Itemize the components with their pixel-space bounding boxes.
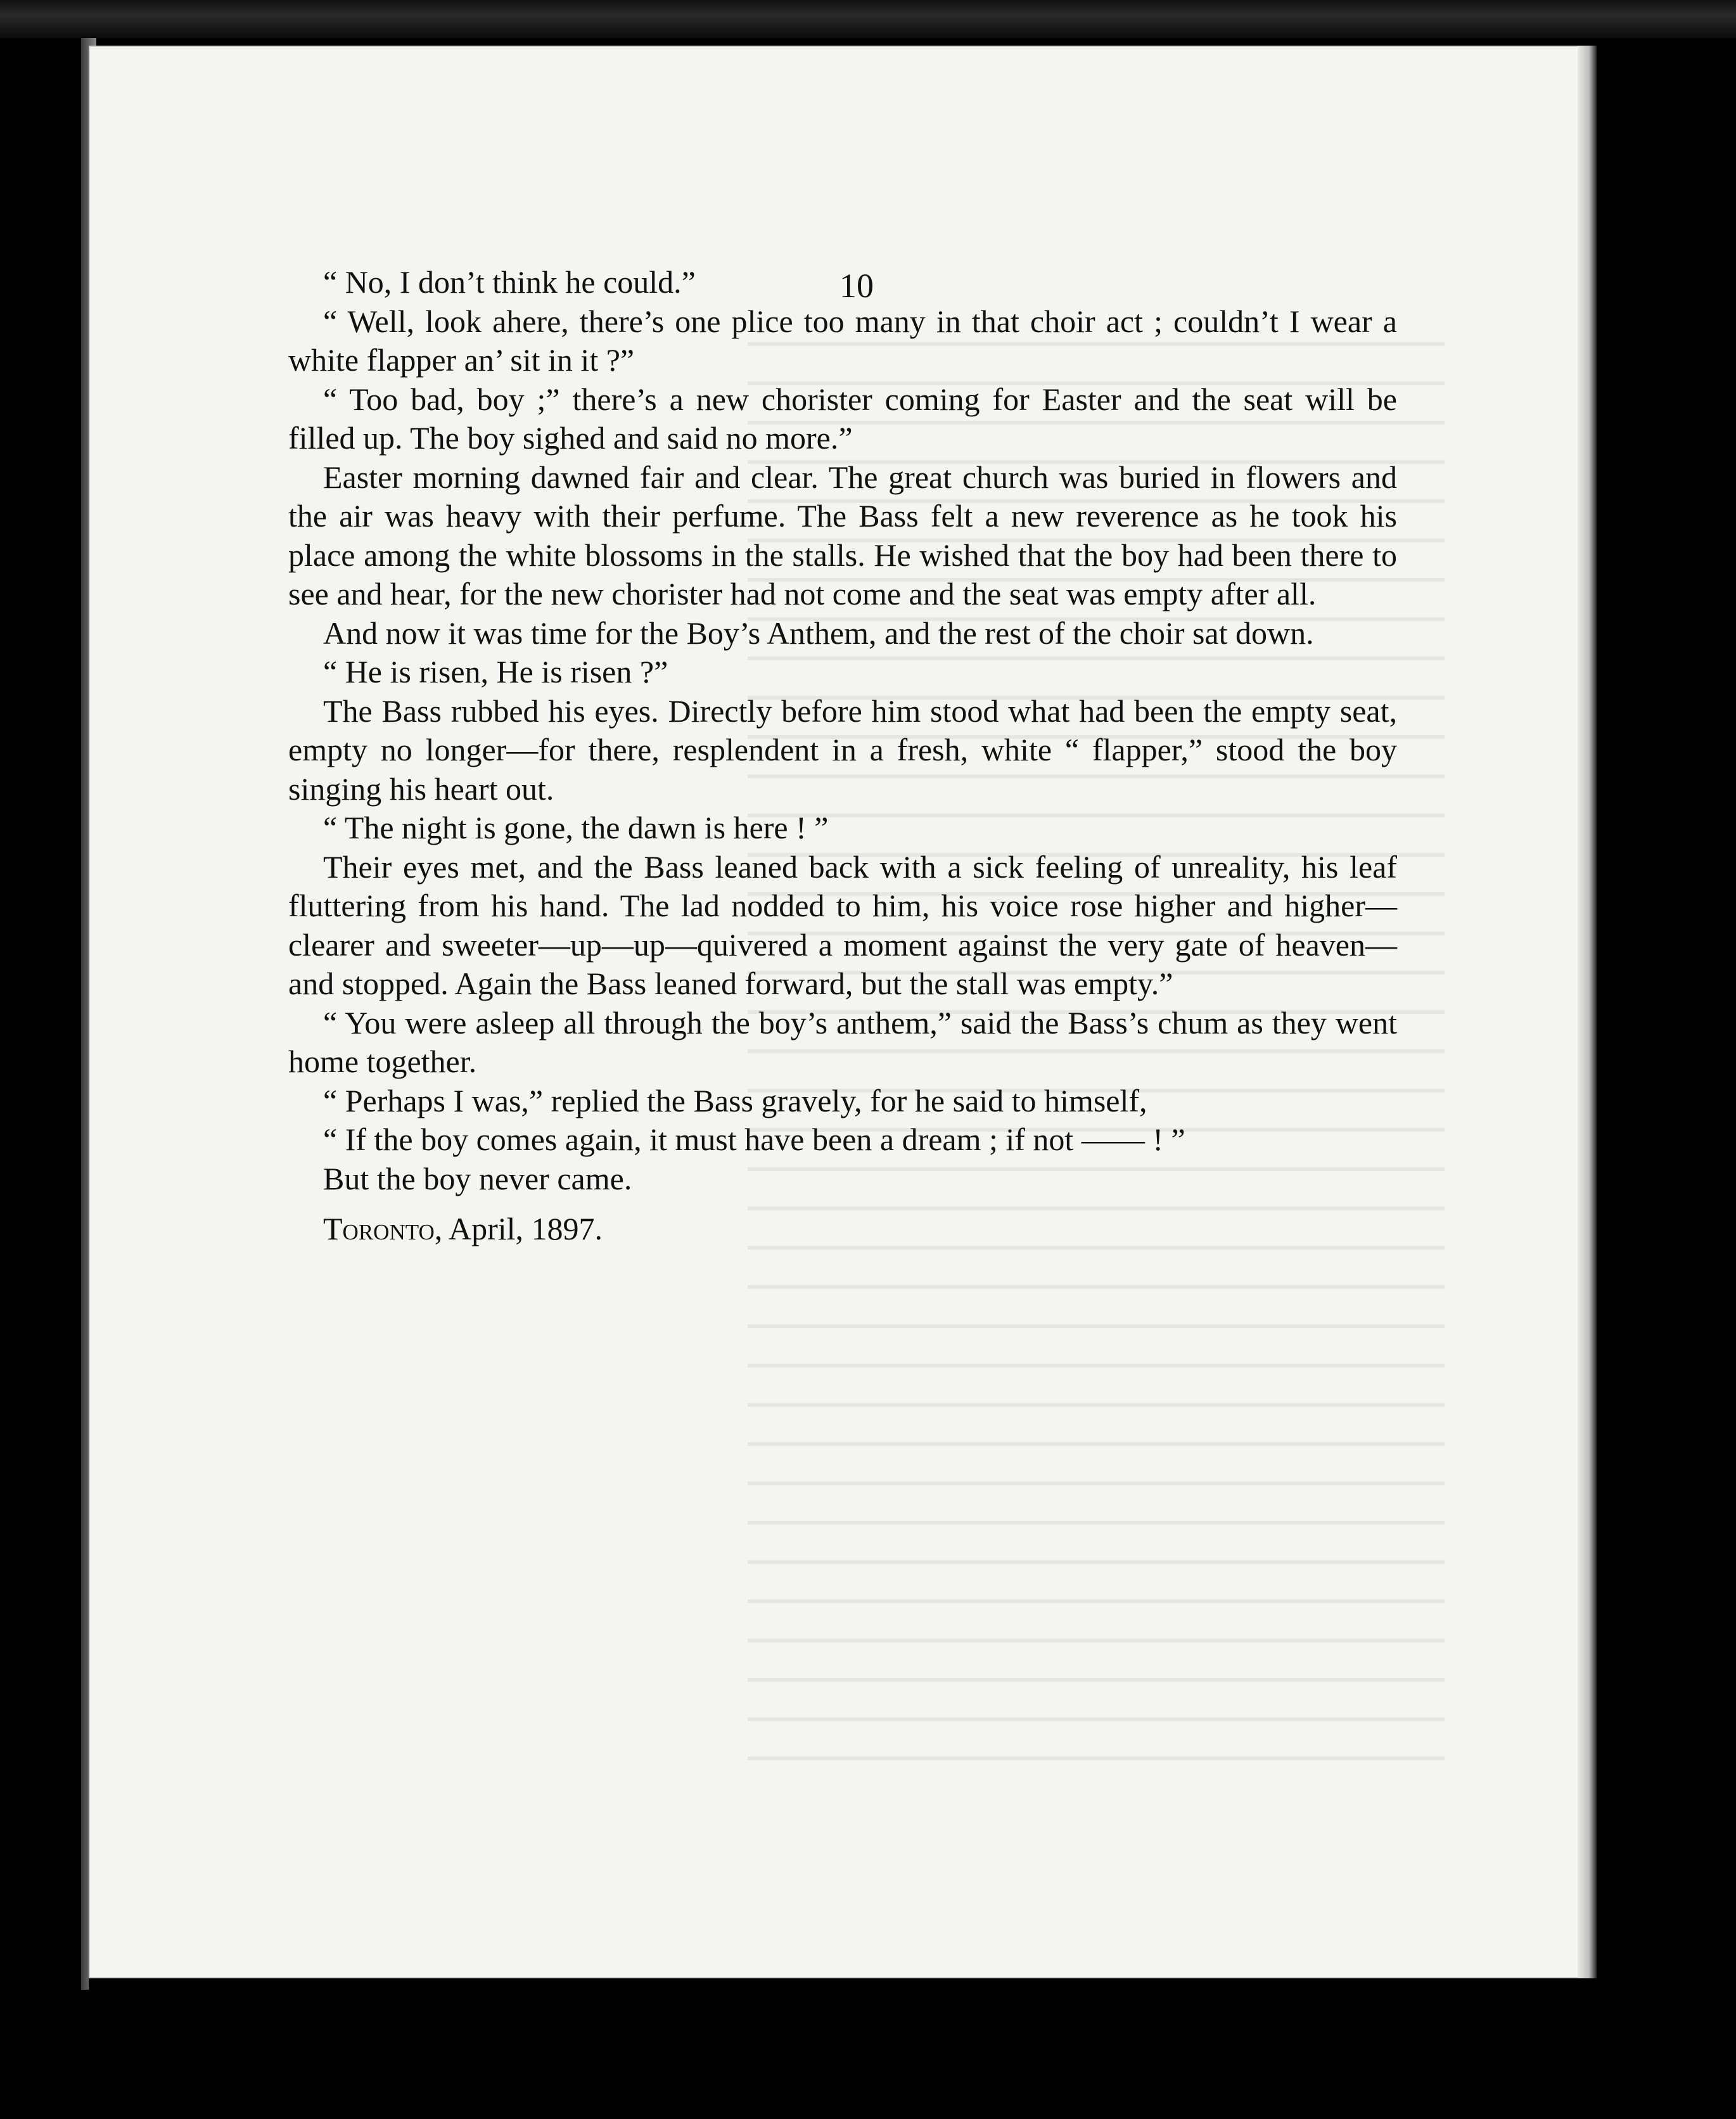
paragraph: “ If the boy comes again, it must have been a dream ; if not —— ! ” [323,1122,1185,1157]
paragraph: “ No, I don’t think he could.” [323,264,696,300]
signature-place: Toronto [323,1211,435,1246]
paragraph: Easter morning dawned fair and clear. The great church was buried in flowers and the air was heavy with their perfume. The Bass felt a new reverence as he took his place among the white blossoms in the stalls. He wished that the boy had been there to see and hear, for the new chorister had not come and the seat was empty after all. [288,459,1397,611]
page-number: 10 [839,267,874,305]
paragraph: “ Well, look ahere, there’s one plice too many in that choir act ; couldn’t I wear a white flapper an’ sit in it ?” [288,303,1397,378]
signature-line [288,1210,1397,1249]
paragraph: “ The night is gone, the dawn is here ! ” [323,810,829,845]
paragraph: “ Too bad, boy ;” there’s a new chorister coming for Easter and the seat will be filled up. The boy sighed and said no more.” [288,381,1397,456]
body-text [288,263,1397,1249]
paragraph: “ You were asleep all through the boy’s anthem,” said the Bass’s chum as they went home together. [288,1004,1397,1079]
paragraph: “ He is risen, He is risen ?” [323,654,668,689]
paragraph: And now it was time for the Boy’s Anthem, and the rest of the choir sat down. [323,615,1314,651]
scan-right-border [1597,38,1736,2119]
paper-right-edge [1578,46,1597,1978]
paragraph: But the boy never came. [323,1160,632,1196]
paragraph: “ Perhaps I was,” replied the Bass gravely, for he said to himself, [323,1082,1147,1118]
scan-bottom-border [89,1978,1597,2119]
paragraph: The Bass rubbed his eyes. Directly before him stood what had been the empty seat, empty no longer—for there, resplendent in a fresh, white “ flapper,” stood the boy singing his heart out. [288,693,1397,807]
signature-date: , April, 1897. [434,1211,603,1246]
paragraph: Their eyes met, and the Bass leaned back with a sick feeling of unreality, his leaf fluttering from his hand. The lad nodded to him, his voice rose higher and higher—clearer and sweeter—up—up—quivered a moment against the very gate of heaven—and stopped. Again the Bass leaned forward, but the stall was empty.” [288,848,1397,1001]
scan-top-border [0,0,1736,38]
